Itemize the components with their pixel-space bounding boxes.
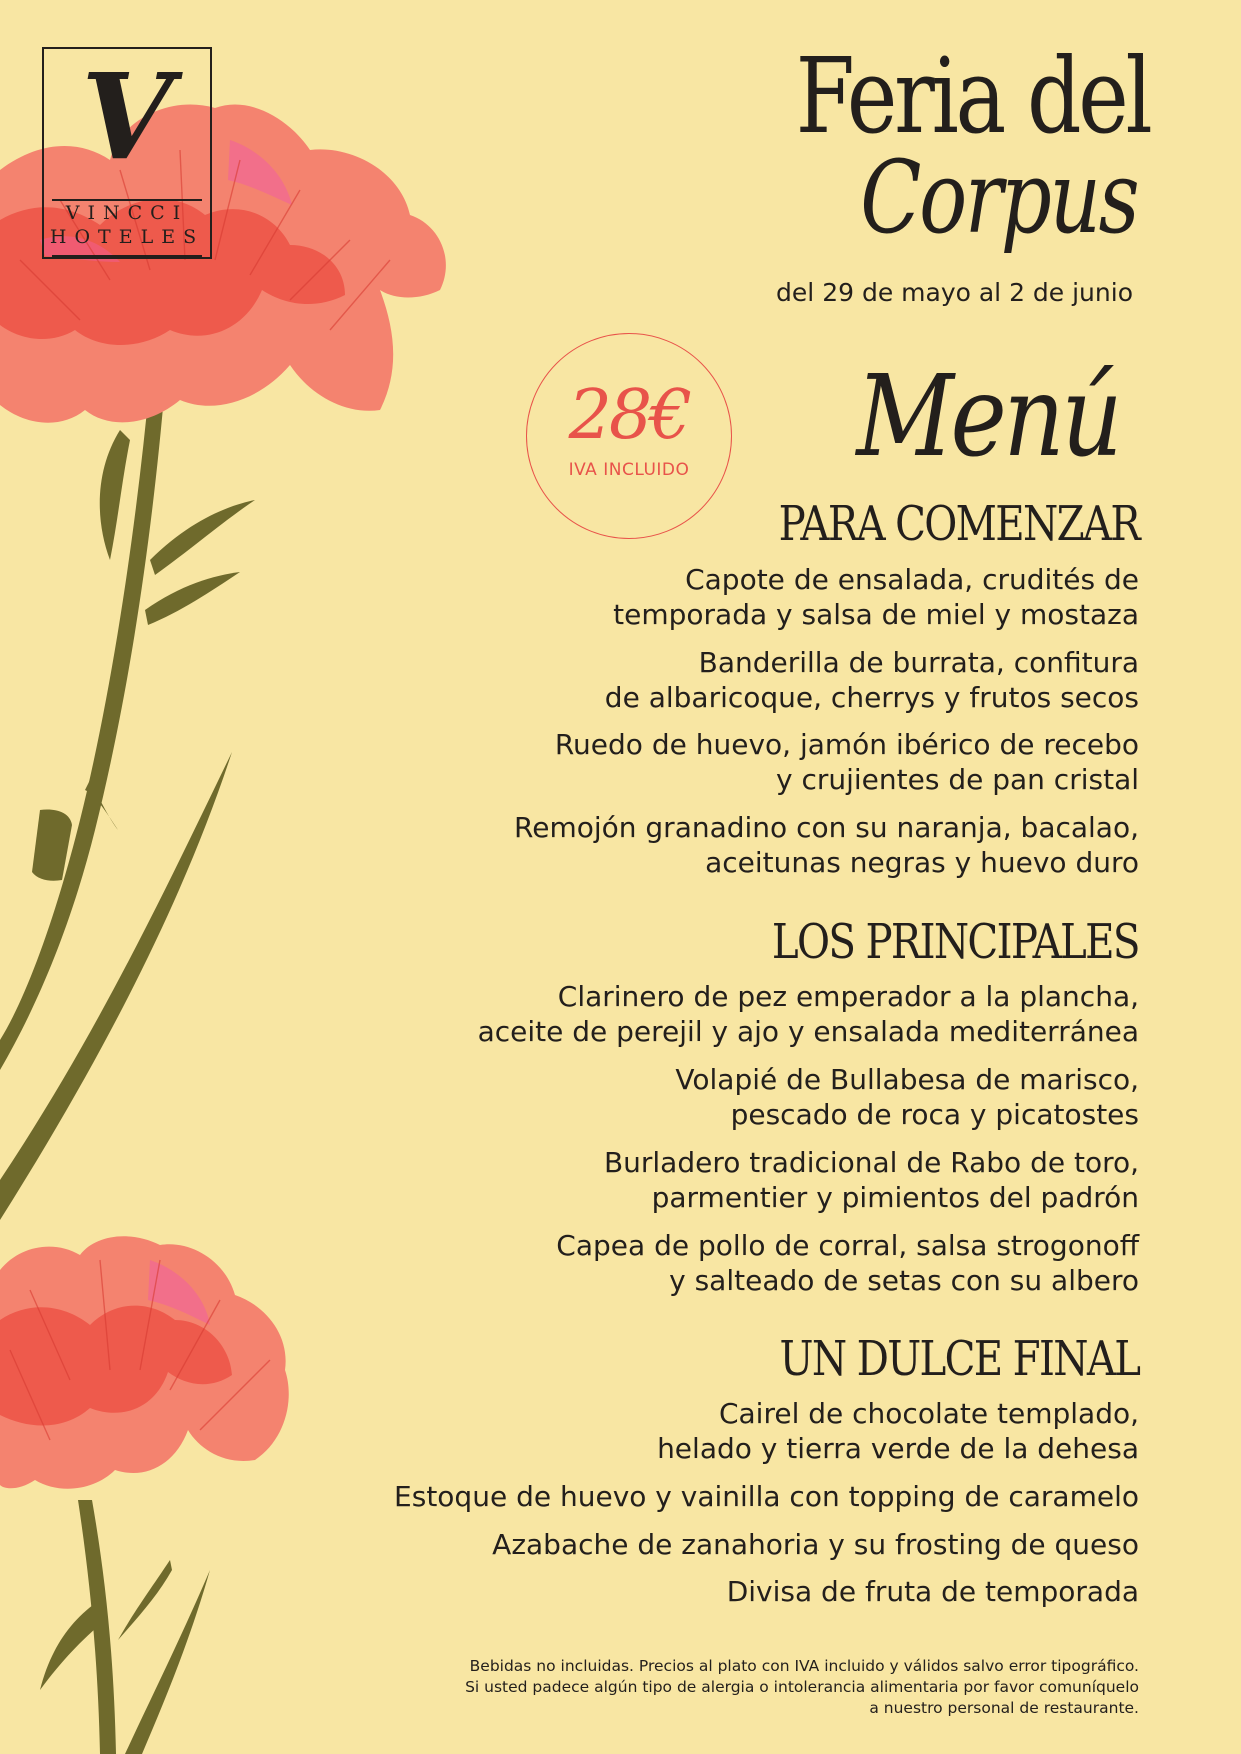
dish-line: Clarinero de pez emperador a la plancha, <box>557 980 1139 1013</box>
logo-brand-name: VINCCI <box>65 202 189 224</box>
dish-line: Banderilla de burrata, confitura <box>698 646 1139 679</box>
dish-item <box>394 1479 1139 1514</box>
section-title-mains: LOS PRINCIPALES <box>772 914 1139 970</box>
footer-line: Si usted padece algún tipo de alergia o intolerancia alimentaria por favor comuníquelo <box>465 1678 1139 1696</box>
dish-line: Estoque de huevo y vainilla con topping de caramelo <box>394 1480 1139 1513</box>
logo-divider <box>52 199 202 201</box>
dish-item <box>555 727 1139 797</box>
price-value: 28€ <box>568 376 690 455</box>
dish-item <box>675 1062 1139 1132</box>
dish-line: aceitunas negras y huevo duro <box>705 846 1139 879</box>
section-title-desserts: UN DULCE FINAL <box>779 1331 1139 1387</box>
dish-item <box>604 1145 1139 1215</box>
dish-item <box>492 1527 1139 1562</box>
price-tax-note: IVA INCLUIDO <box>568 460 690 480</box>
dish-line: Volapié de Bullabesa de marisco, <box>675 1063 1139 1096</box>
dish-line: y crujientes de pan cristal <box>775 763 1139 796</box>
carnation-illustration <box>0 0 460 1754</box>
event-title-line-1: Feria del <box>795 35 1149 157</box>
event-dates: del 29 de mayo al 2 de junio <box>776 278 1133 307</box>
dish-item <box>556 1228 1139 1298</box>
price-badge <box>526 333 732 539</box>
logo-letter: V <box>81 47 173 186</box>
dish-item <box>478 979 1139 1049</box>
dish-line: helado y tierra verde de la dehesa <box>657 1432 1139 1465</box>
footer-line: a nuestro personal de restaurante. <box>869 1699 1139 1717</box>
dish-line: Capote de ensalada, crudités de <box>685 563 1139 596</box>
carnation-flower-icon <box>0 1236 289 1488</box>
dish-line: y salteado de setas con su albero <box>669 1264 1139 1297</box>
dish-line: temporada y salsa de miel y mostaza <box>613 598 1139 631</box>
dish-line: Azabache de zanahoria y su frosting de queso <box>492 1528 1139 1561</box>
dish-line: Remojón granadino con su naranja, bacalao, <box>514 811 1139 844</box>
event-title-line-2: Corpus <box>859 139 1137 256</box>
footer-disclaimer <box>465 1656 1139 1719</box>
logo-brand-subtitle: HOTELES <box>49 226 205 248</box>
dish-line: parmentier y pimientos del padrón <box>651 1181 1139 1214</box>
dish-line: Capea de pollo de corral, salsa strogonoff <box>556 1229 1139 1262</box>
dish-line: pescado de roca y picatostes <box>730 1098 1139 1131</box>
dish-item <box>613 562 1139 632</box>
logo-divider <box>52 255 202 257</box>
vincci-hoteles-logo <box>42 47 212 259</box>
dish-line: Ruedo de huevo, jamón ibérico de recebo <box>554 728 1139 761</box>
dish-line: Divisa de fruta de temporada <box>726 1575 1139 1608</box>
dish-item <box>727 1574 1139 1609</box>
menu-title: Menú <box>856 352 1119 482</box>
dish-item <box>657 1396 1139 1466</box>
dish-line: de albaricoque, cherrys y frutos secos <box>604 681 1139 714</box>
dish-item <box>605 645 1139 715</box>
dish-item <box>514 810 1139 880</box>
dish-line: Cairel de chocolate templado, <box>718 1397 1139 1430</box>
footer-line: Bebidas no incluidas. Precios al plato con IVA incluido y válidos salvo error tipográfico. <box>469 1657 1139 1675</box>
dish-line: Burladero tradicional de Rabo de toro, <box>603 1146 1139 1179</box>
section-title-starters: PARA COMENZAR <box>778 496 1139 552</box>
dish-line: aceite de perejil y ajo y ensalada mediterránea <box>477 1015 1139 1048</box>
